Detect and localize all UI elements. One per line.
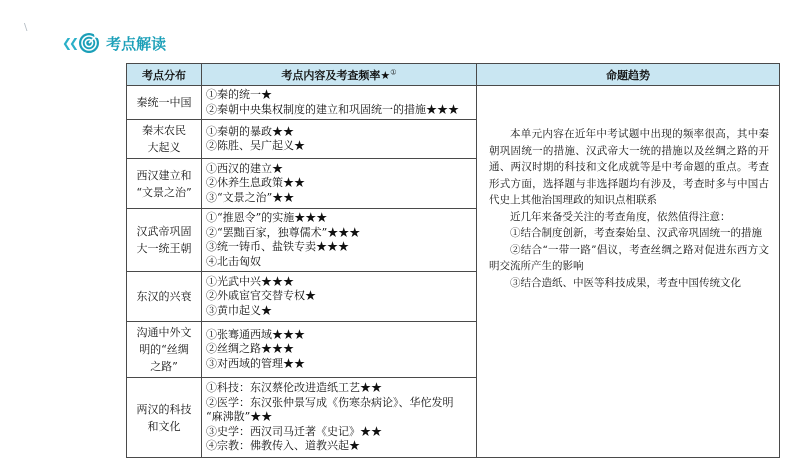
list-item: ②休养生息政策★★ — [206, 176, 305, 190]
content-cell — [202, 378, 477, 458]
list-item: ③史学：西汉司马迁著《史记》★★ — [206, 424, 382, 438]
list-item: ②医学：东汉张仲景写成《伤寒杂病论》、华佗发明 — [206, 395, 454, 409]
target-icon — [78, 32, 100, 54]
list-item: ④宗教：佛教传入、道教兴起★ — [206, 439, 360, 453]
list-item: ②“罢黜百家，独尊儒术”★★★ — [206, 225, 361, 239]
table-row — [127, 86, 780, 120]
header-topic: 考点分布 — [127, 64, 202, 86]
exam-points-table — [126, 63, 780, 458]
table-header-row — [127, 64, 780, 86]
trend-paragraph: 本单元内容在近年中考试题中出现的频率很高，其中秦朝巩固统一的措施、汉武帝大一统的措施以及丝绸之路的开通、两汉时期的科技和文化成就等是中考命题的重点。考查形式方面，选择题与非选择题均有涉及，考查时多与中国古代史上其他治国理政的知识点相联系 — [489, 128, 769, 206]
corner-mark: \ — [24, 22, 28, 33]
trend-paragraph: ③结合造纸、中医等科技成果，考查中国传统文化 — [510, 276, 741, 289]
content-cell — [202, 322, 477, 378]
list-item: “麻沸散”★★ — [206, 410, 273, 424]
double-chevron-icon: ❮❮ — [62, 36, 77, 50]
topic-cell: 秦统一中国 — [127, 86, 202, 120]
content-cell — [202, 159, 477, 209]
list-item: ①西汉的建立★ — [206, 161, 283, 175]
section-header — [62, 30, 166, 56]
header-content-label: 考点内容及考查频率★ — [281, 68, 391, 82]
header-content — [202, 64, 477, 86]
list-item: ③统一铸币、盐铁专卖★★★ — [206, 240, 349, 253]
topic-cell: 东汉的兴衰 — [127, 272, 202, 322]
list-item: ③对西域的管理★★ — [206, 356, 305, 370]
header-content-note: ① — [390, 67, 397, 76]
trend-paragraph: ②结合“一带一路”倡议，考查丝绸之路对促进东西方文明交流所产生的影响 — [489, 243, 769, 272]
list-item: ②丝绸之路★★★ — [206, 342, 294, 356]
list-item: ①张骞通西域★★★ — [206, 327, 305, 341]
list-item: ②外戚宦官交替专权★ — [206, 289, 316, 303]
content-cell — [202, 209, 477, 272]
list-item: ③“文景之治”★★ — [206, 190, 295, 204]
content-cell — [202, 120, 477, 159]
list-item: ③黄巾起义★ — [206, 303, 272, 317]
content-cell — [202, 86, 477, 120]
topic-cell: 沟通中外文 明的“丝绸 之路” — [127, 322, 202, 378]
list-item: ①秦朝的暴政★★ — [206, 124, 294, 138]
trend-paragraph: ①结合制度创新，考查秦始皇、汉武帝巩固统一的措施 — [510, 227, 762, 239]
topic-cell: 两汉的科技 和文化 — [127, 378, 202, 458]
trend-paragraph: 近几年来备受关注的考查角度，依然值得注意： — [510, 210, 731, 223]
content-cell — [202, 272, 477, 322]
list-item: ④北击匈奴 — [206, 254, 261, 268]
header-trend: 命题趋势 — [477, 64, 780, 86]
list-item: ②陈胜、吴广起义★ — [206, 139, 305, 152]
topic-cell: 汉武帝巩固 大一统王朝 — [127, 209, 202, 272]
list-item: ①光武中兴★★★ — [206, 274, 294, 288]
trend-cell — [477, 86, 780, 458]
list-item: ①“推恩令”的实施★★★ — [206, 211, 328, 224]
topic-cell: 西汉建立和 “文景之治” — [127, 159, 202, 209]
list-item: ①秦的统一★ — [206, 88, 272, 101]
list-item: ②秦朝中央集权制度的建立和巩固统一的措施★★★ — [206, 102, 459, 116]
section-title: 考点解读 — [106, 34, 167, 53]
topic-cell: 秦末农民 大起义 — [127, 120, 202, 159]
list-item: ①科技：东汉蔡伦改进造纸工艺★★ — [206, 381, 382, 395]
